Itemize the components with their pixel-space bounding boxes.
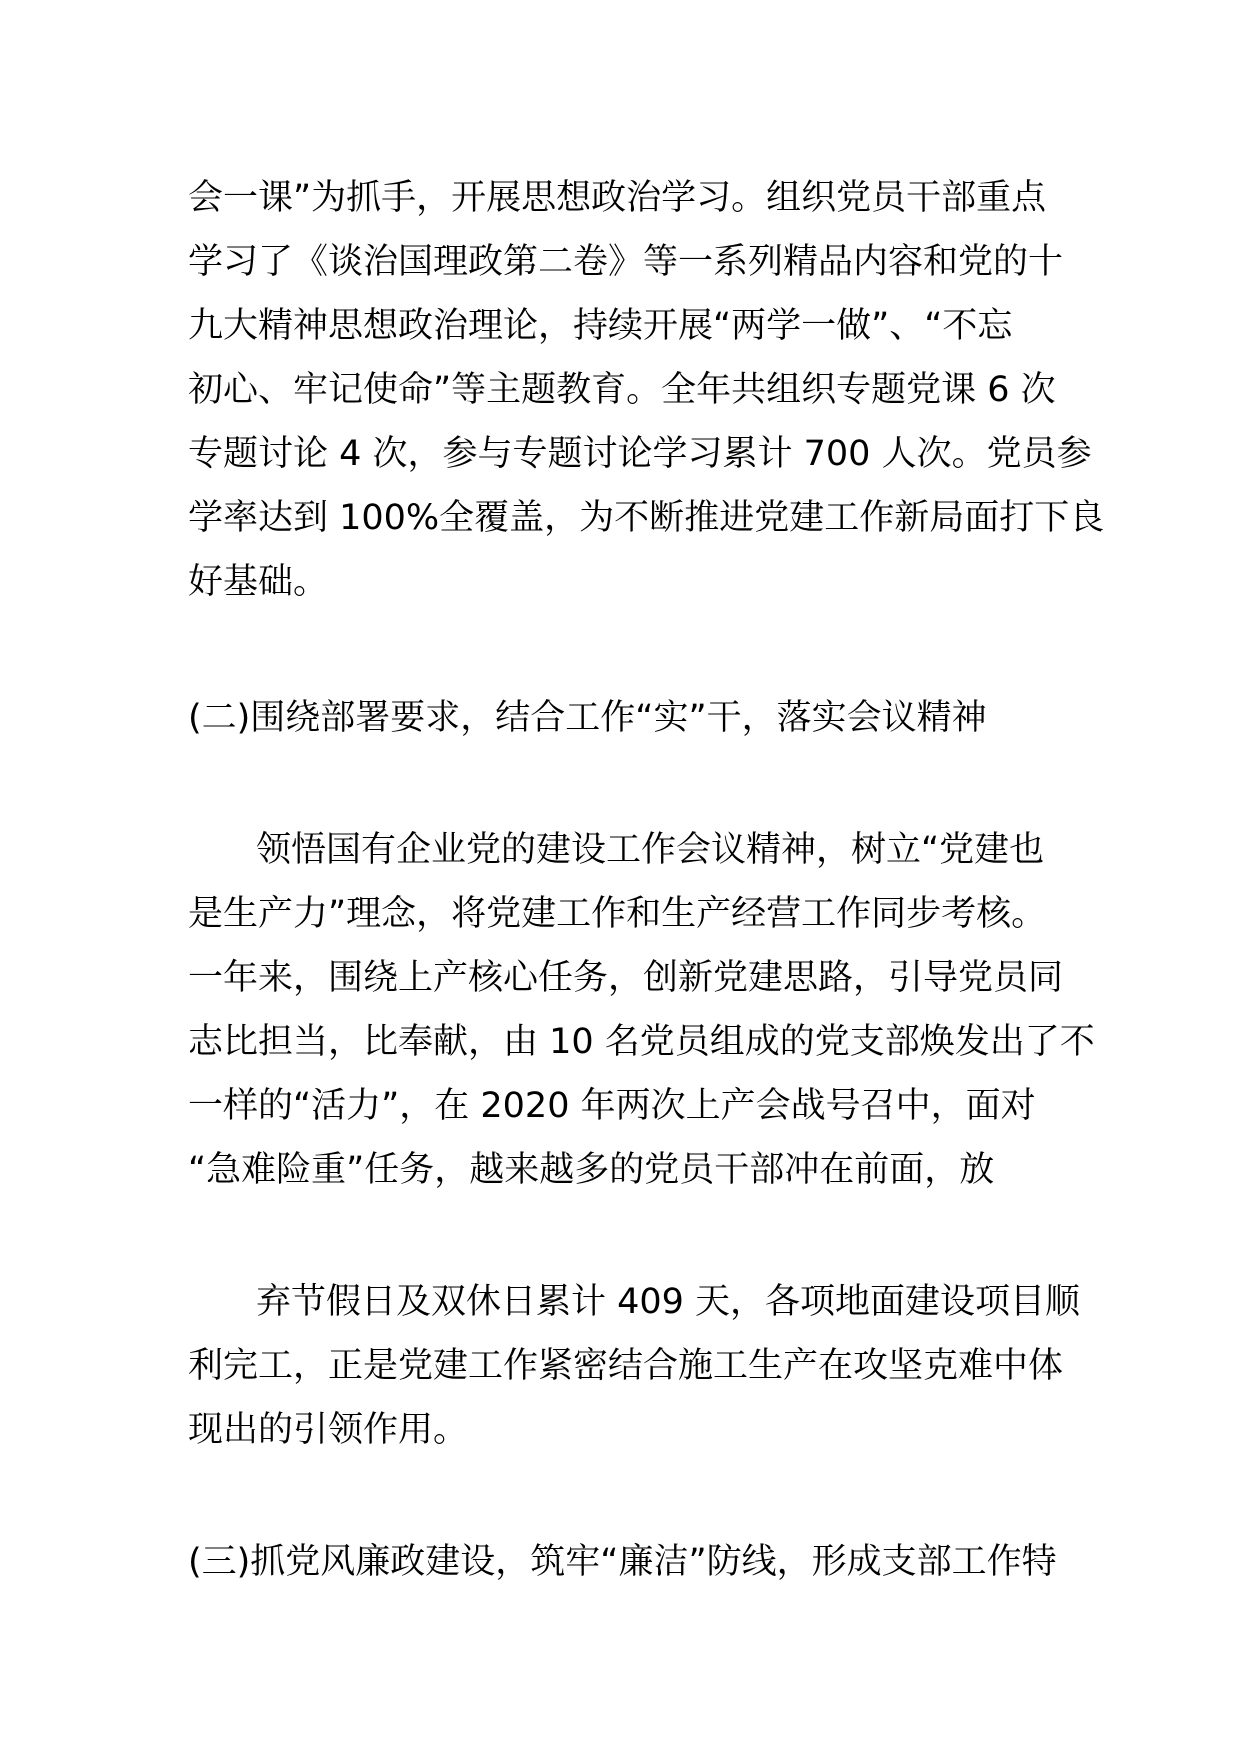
paragraph-line: 志比担当，比奉献，由 10 名党员组成的党支部焕发出了不 bbox=[188, 1022, 1095, 1062]
paragraph-line: 九大精神思想政治理论，持续开展“两学一做”、“不忘 bbox=[188, 306, 1013, 346]
paragraph-line: 学率达到 100%全覆盖，为不断推进党建工作新局面打下良 bbox=[188, 498, 1105, 538]
section-heading: (三)抓党风廉政建设，筑牢“廉洁”防线，形成支部工作特 bbox=[188, 1542, 1057, 1582]
paragraph-line: 一年来，围绕上产核心任务，创新党建思路，引导党员同 bbox=[188, 958, 1064, 998]
paragraph-line: 弃节假日及双休日累计 409 天，各项地面建设项目顺 bbox=[256, 1282, 1081, 1322]
paragraph-line: 是生产力”理念，将党建工作和生产经营工作同步考核。 bbox=[188, 894, 1047, 934]
paragraph-line: 利完工，正是党建工作紧密结合施工生产在攻坚克难中体 bbox=[188, 1346, 1064, 1386]
paragraph-line: 现出的引领作用。 bbox=[188, 1410, 469, 1450]
paragraph-line: 会一课”为抓手，开展思想政治学习。组织党员干部重点 bbox=[188, 178, 1047, 218]
section-heading: (二)围绕部署要求，结合工作“实”干，落实会议精神 bbox=[188, 698, 987, 738]
paragraph-line: 专题讨论 4 次，参与专题讨论学习累计 700 人次。党员参 bbox=[188, 434, 1092, 474]
paragraph-line: 好基础。 bbox=[188, 562, 329, 602]
paragraph-line: “急难险重”任务，越来越多的党员干部冲在前面，放 bbox=[188, 1150, 995, 1190]
paragraph-line: 领悟国有企业党的建设工作会议精神，树立“党建也 bbox=[256, 830, 1045, 870]
paragraph-line: 一样的“活力”，在 2020 年两次上产会战号召中，面对 bbox=[188, 1086, 1036, 1126]
paragraph-line: 学习了《谈治国理政第二卷》等一系列精品内容和党的十 bbox=[188, 242, 1064, 282]
paragraph-line: 初心、牢记使命”等主题教育。全年共组织专题党课 6 次 bbox=[188, 370, 1056, 410]
